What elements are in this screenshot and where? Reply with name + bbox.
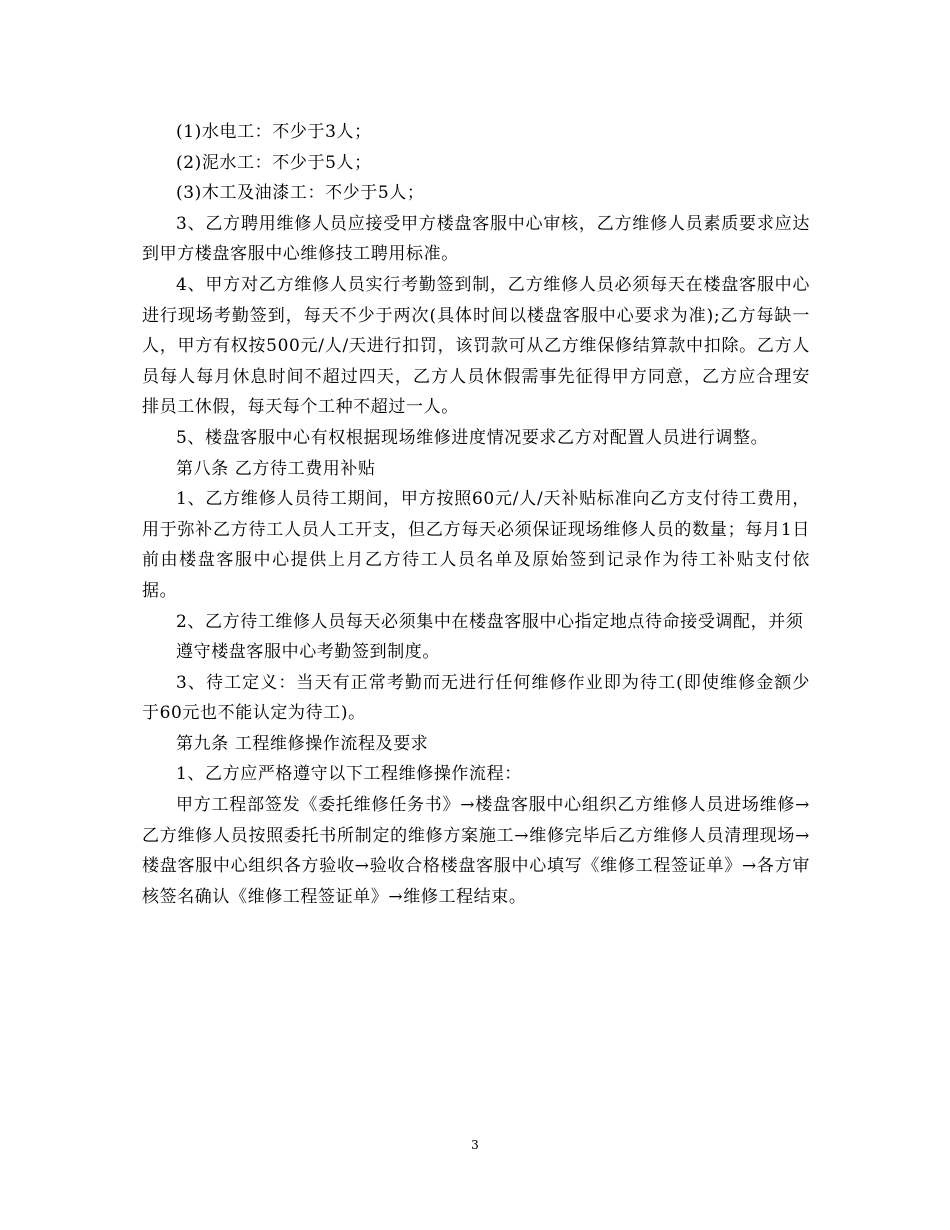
paragraph-item-2: (2)泥水工：不少于5人； [176, 152, 372, 173]
paragraph-clause-4: 4、甲方对乙方维修人员实行考勤签到制，乙方维修人员必须每天在楼盘客服中心进行现场考勤签到，每天不少于两次(具体时间以楼盘客服中心要求为准);乙方每缺一人，甲方有权按500元/人/天进行扣罚，该罚款可从乙方维保修结算款中扣除。乙方人员每人每月休息时间不超过四天，乙方人员休假需事先征得甲方同意，乙方应合理安排员工休假，每天每个工种不超过一人。 [142, 274, 810, 418]
paragraph-article-8-clause-2: 2、乙方待工维修人员每天必须集中在楼盘客服中心指定地点待命接受调配，并须 [176, 611, 804, 632]
paragraph-article-9-clause-1: 1、乙方应严格遵守以下工程维修操作流程： [176, 764, 522, 785]
section-heading-article-8: 第八条 乙方待工费用补贴 [176, 458, 376, 479]
paragraph-item-3: (3)木工及油漆工：不少于5人； [176, 183, 425, 204]
paragraph-article-8-clause-1: 1、乙方维修人员待工期间，甲方按照60元/人/天补贴标准向乙方支付待工费用，用于弥补乙方待工人员人工开支，但乙方每天必须保证现场维修人员的数量；每月1日前由楼盘客服中心提供上月乙方待工人员名单及原始签到记录作为待工补贴支付依据。 [142, 489, 810, 601]
paragraph-article-8-clause-3: 3、待工定义：当天有正常考勤而无进行任何维修作业即为待工(即使维修金额少于60元也不能认定为待工)。 [142, 672, 810, 724]
paragraph-article-8-clause-2-cont: 遵守楼盘客服中心考勤签到制度。 [176, 642, 440, 663]
paragraph-workflow: 甲方工程部签发《委托维修任务书》→楼盘客服中心组织乙方维修人员进场维修→乙方维修人员按照委托书所制定的维修方案施工→维修完毕后乙方维修人员清理现场→楼盘客服中心组织各方验收→验收合格楼盘客服中心填写《维修工程签证单》→各方审核签名确认《维修工程签证单》→维修工程结束。 [142, 795, 810, 907]
paragraph-clause-3: 3、乙方聘用维修人员应接受甲方楼盘客服中心审核，乙方维修人员素质要求应达到甲方楼盘客服中心维修技工聘用标准。 [142, 213, 810, 265]
paragraph-item-1: (1)水电工：不少于3人； [176, 122, 372, 142]
paragraph-clause-5: 5、楼盘客服中心有权根据现场维修进度情况要求乙方对配置人员进行调整。 [176, 427, 769, 448]
page-number: 3 [471, 1138, 479, 1152]
document-body [142, 117, 810, 912]
section-heading-article-9: 第九条 工程维修操作流程及要求 [176, 733, 429, 754]
